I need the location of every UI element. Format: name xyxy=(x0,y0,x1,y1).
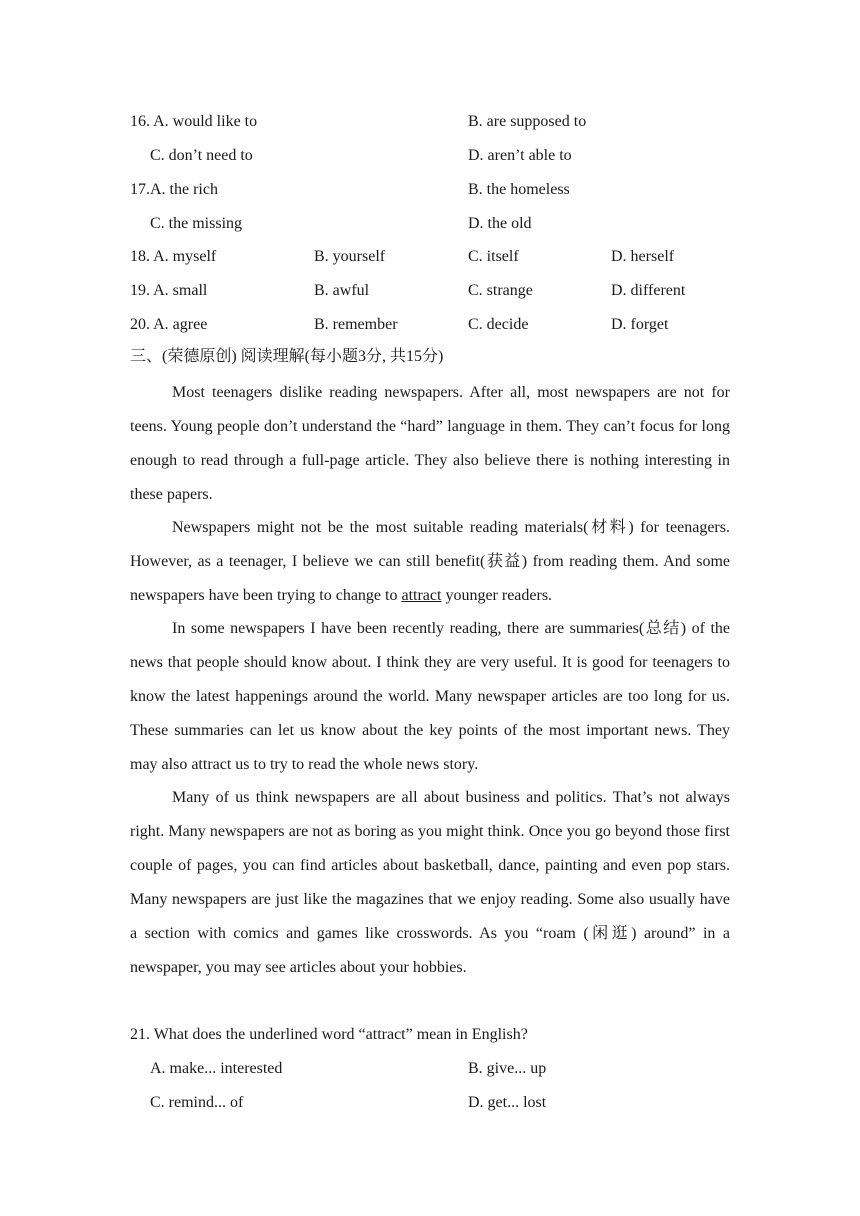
q21-option-a: A. make... interested xyxy=(150,1060,283,1077)
q16-option-d: D. aren’t able to xyxy=(468,147,572,164)
q20-option-a: 20. A. agree xyxy=(130,316,208,333)
underlined-word: attract xyxy=(401,587,442,604)
question-19-row xyxy=(130,274,730,308)
q16-option-a: 16. A. would like to xyxy=(130,113,258,130)
question-17-row2 xyxy=(130,207,730,241)
question-20-row xyxy=(130,308,730,342)
passage-paragraph-3: In some newspapers I have been recently reading, there are summaries(总结) of the news that people should know about. I think they are very useful. It is good for teenagers to know the latest happenings around the world. Many newspaper articles are too long for us. These summaries can let us know about the key points of the most important news. They may also attract us to try to read the whole news story. xyxy=(130,620,730,773)
passage-paragraph-4: Many of us think newspapers are all about business and politics. That’s not always right. Many newspapers are not as boring as you might think. Once you go beyond those first couple of pages, you can find articles about basketball, dance, painting and even pop stars. Many newspapers are just like the magazines that we enjoy reading. Some also usually have a section with comics and games like crosswords. As you “roam (闲逛) around” in a newspaper, you may see articles about your hobbies. xyxy=(130,789,730,976)
q17-option-b: B. the homeless xyxy=(468,181,570,198)
question-18-row xyxy=(130,240,730,274)
q18-option-b: B. yourself xyxy=(314,248,386,265)
q21-option-b: B. give... up xyxy=(468,1060,547,1077)
question-16-row1 xyxy=(130,105,730,139)
q21-option-c: C. remind... of xyxy=(150,1094,244,1111)
q20-option-b: B. remember xyxy=(314,316,398,333)
question-16-row2 xyxy=(130,139,730,173)
q18-option-c: C. itself xyxy=(468,248,519,265)
q16-option-b: B. are supposed to xyxy=(468,113,587,130)
q19-option-d: D. different xyxy=(611,282,686,299)
question-21-row2 xyxy=(130,1086,730,1120)
q17-option-a: 17.A. the rich xyxy=(130,181,218,198)
q19-option-b: B. awful xyxy=(314,282,370,299)
q18-option-d: D. herself xyxy=(611,248,675,265)
q17-option-d: D. the old xyxy=(468,215,532,232)
q20-option-d: D. forget xyxy=(611,316,669,333)
section-heading: 三、(荣德原创) 阅读理解(每小题3分, 共15分) xyxy=(130,348,444,365)
q20-option-c: C. decide xyxy=(468,316,529,333)
q19-option-c: C. strange xyxy=(468,282,533,299)
q17-option-c: C. the missing xyxy=(150,215,243,232)
q21-option-d: D. get... lost xyxy=(468,1094,547,1111)
question-21-row1 xyxy=(130,1052,730,1086)
q16-option-c: C. don’t need to xyxy=(150,147,253,164)
q19-option-a: 19. A. small xyxy=(130,282,208,299)
passage-paragraph-1: Most teenagers dislike reading newspapers. After all, most newspapers are not for teens. Young people don’t understand the “hard” language in them. They can’t focus for long enough to read through a full-page article. They also believe there is nothing interesting in these papers. xyxy=(130,384,730,503)
passage-paragraph-2: Newspapers might not be the most suitable reading materials(材料) for teenagers. However, as a teenager, I believe we can still benefit(获益) from reading them. And some newspapers have been trying to change to attract younger readers. xyxy=(130,519,730,604)
q18-option-a: 18. A. myself xyxy=(130,248,217,265)
question-21-stem: 21. What does the underlined word “attract” mean in English? xyxy=(130,1026,528,1043)
question-17-row1 xyxy=(130,173,730,207)
